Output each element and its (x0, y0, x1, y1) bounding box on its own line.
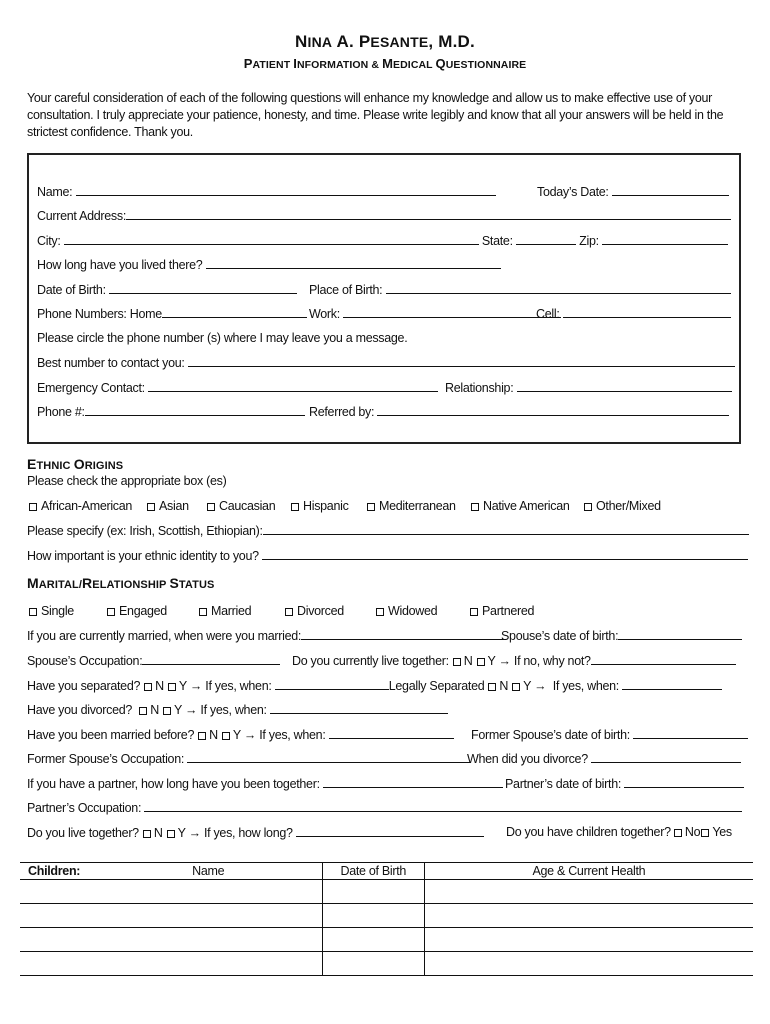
why-not-field[interactable] (591, 653, 736, 665)
referred-by-field[interactable] (377, 404, 729, 416)
partner-how-long-field[interactable] (323, 776, 503, 788)
arrow-right-icon: → (243, 728, 257, 742)
table-header-row (20, 863, 753, 880)
best-number-field[interactable] (188, 355, 735, 367)
circle-note-row: Please circle the phone number (s) where I may leave you a message. (37, 331, 408, 345)
ethnic-option[interactable]: Asian (147, 499, 189, 513)
checkbox-icon[interactable] (107, 608, 115, 616)
ethnic-option[interactable]: Caucasian (207, 499, 275, 513)
emergency-row: Emergency Contact: Relationship: (37, 380, 737, 398)
when-married-row: If you are currently married, when were you married: Spouse’s date of birth: (27, 628, 743, 646)
form-subtitle: PATIENT INFORMATION & MEDICAL QUESTIONNAIRE (243, 56, 527, 71)
ethnic-specify-field[interactable] (263, 523, 749, 535)
checkbox-icon[interactable] (198, 732, 206, 740)
doctor-name-title: NINA A. PESANTE, M.D. (295, 32, 475, 51)
cell-phone-field[interactable] (563, 306, 731, 318)
live-together-how-long-field[interactable] (296, 825, 484, 837)
checkbox-icon[interactable] (139, 707, 147, 715)
checkbox-icon[interactable] (376, 608, 384, 616)
marital-option[interactable]: Married (199, 604, 251, 618)
partner-occupation-row: Partner’s Occupation: (27, 800, 743, 818)
date-of-birth-header: Date of Birth (322, 863, 424, 880)
when-divorce-field[interactable] (591, 751, 741, 763)
arrow-right-icon: → (185, 703, 198, 717)
checkbox-icon[interactable] (222, 732, 230, 740)
age-health-header: Age & Current Health (424, 863, 753, 880)
ethnic-option[interactable]: Native American (471, 499, 570, 513)
married-before-when-field[interactable] (329, 727, 454, 739)
how-long-field[interactable] (206, 257, 501, 269)
marital-options-row (27, 604, 743, 622)
ethnic-options-row (27, 499, 743, 517)
zip-field[interactable] (602, 233, 728, 245)
checkbox-icon[interactable] (163, 707, 171, 715)
marital-option[interactable]: Widowed (376, 604, 437, 618)
city-row: City: State: Zip: (37, 233, 737, 251)
best-number-row: Best number to contact you: (37, 355, 737, 373)
ethnic-option[interactable]: Hispanic (291, 499, 349, 513)
intro-paragraph: Your careful consideration of each of the following questions will enhance my knowledge and allow us to make effective use of your consultation. I truly appreciate your patience, honesty, and time. Please write legibly and know that all your answers will be held in the strictest confidence. Thank you. (27, 91, 724, 139)
spouse-occupation-row: Spouse’s Occupation: Do you currently live together: N Y → If no, why not? (27, 653, 743, 671)
name-row: Name: Today’s Date: (37, 184, 737, 202)
address-row: Current Address: (37, 208, 737, 226)
checkbox-icon[interactable] (199, 608, 207, 616)
ethnic-option[interactable]: Mediterranean (367, 499, 456, 513)
ethnic-option[interactable]: Other/Mixed (584, 499, 661, 513)
checkbox-icon[interactable] (291, 503, 299, 511)
todays-date-field[interactable] (612, 184, 729, 196)
checkbox-icon[interactable] (147, 503, 155, 511)
marital-option[interactable]: Divorced (285, 604, 344, 618)
live-together-row: Do you live together? N Y → If yes, how long? Do you have children together? No Yes (27, 825, 732, 840)
children-header: Children: Name (20, 863, 322, 880)
separated-row: Have you separated? N Y → If yes, when: Legally Separated N Y → If yes, when: (27, 678, 743, 696)
legally-separated-when-field[interactable] (622, 678, 722, 690)
former-spouse-occupation-row: Former Spouse’s Occupation: When did you divorce? (27, 751, 743, 769)
checkbox-icon[interactable] (285, 608, 293, 616)
ethnic-option[interactable]: African-American (29, 499, 132, 513)
former-spouse-occupation-field[interactable] (187, 751, 470, 763)
dob-row: Date of Birth: Place of Birth: (37, 282, 737, 300)
checkbox-icon[interactable] (144, 683, 152, 691)
phone-referred-row: Phone #: Referred by: (37, 404, 737, 422)
checkbox-icon[interactable] (674, 829, 682, 837)
checkbox-icon[interactable] (29, 608, 37, 616)
table-row (20, 904, 753, 928)
dob-field[interactable] (109, 282, 297, 294)
city-field[interactable] (64, 233, 479, 245)
ethnic-instruction: Please check the appropriate box (es) (27, 474, 227, 488)
arrow-right-icon: → (534, 679, 547, 693)
ethnic-importance-row: How important is your ethnic identity to you? (27, 548, 743, 566)
checkbox-icon[interactable] (477, 658, 485, 666)
current-address-field[interactable] (126, 208, 731, 220)
checkbox-icon[interactable] (367, 503, 375, 511)
checkbox-icon[interactable] (143, 830, 151, 838)
arrow-right-icon: → (188, 826, 201, 840)
spouse-dob-field[interactable] (618, 628, 742, 640)
arrow-right-icon: → (498, 654, 511, 668)
checkbox-icon[interactable] (167, 830, 175, 838)
how-long-row: How long have you lived there? (37, 257, 737, 275)
emergency-phone-field[interactable] (85, 404, 305, 416)
checkbox-icon[interactable] (29, 503, 37, 511)
arrow-right-icon: → (189, 679, 203, 693)
name-field[interactable] (76, 184, 496, 196)
partner-occupation-field[interactable] (144, 800, 742, 812)
phone-row: Phone Numbers: Home Work: Cell: (37, 306, 737, 324)
checkbox-icon[interactable] (512, 683, 520, 691)
divorced-when-field[interactable] (270, 702, 448, 714)
marital-option[interactable]: Partnered (470, 604, 534, 618)
marital-option[interactable]: Engaged (107, 604, 167, 618)
checkbox-icon[interactable] (470, 608, 478, 616)
table-row (20, 880, 753, 904)
married-before-row: Have you been married before? N Y → If yes, when: Former Spouse’s date of birth: (27, 727, 743, 745)
separated-when-field[interactable] (275, 678, 389, 690)
when-married-field[interactable] (301, 628, 506, 640)
place-of-birth-field[interactable] (386, 282, 731, 294)
children-table (20, 862, 753, 976)
marital-option[interactable]: Single (29, 604, 74, 618)
checkbox-icon[interactable] (168, 683, 176, 691)
relationship-field[interactable] (517, 380, 732, 392)
partner-row: If you have a partner, how long have you been together: Partner’s date of birth: (27, 776, 743, 794)
ethnic-origins-heading: ETHNIC ORIGINS (27, 456, 124, 472)
checkbox-icon[interactable] (488, 683, 496, 691)
checkbox-icon[interactable] (471, 503, 479, 511)
state-field[interactable] (516, 233, 576, 245)
marital-status-heading: MARITAL/RELATIONSHIP STATUS (27, 575, 215, 591)
former-spouse-dob-field[interactable] (633, 727, 748, 739)
checkbox-icon[interactable] (453, 658, 461, 666)
table-row (20, 952, 753, 976)
divorced-row: Have you divorced? N Y → If yes, when: (27, 702, 743, 720)
table-row (20, 928, 753, 952)
checkbox-icon[interactable] (584, 503, 592, 511)
ethnic-specify-row: Please specify (ex: Irish, Scottish, Ethiopian): (27, 523, 743, 541)
ethnic-importance-field[interactable] (262, 548, 748, 560)
home-phone-field[interactable] (162, 306, 307, 318)
spouse-occupation-field[interactable] (142, 653, 280, 665)
checkbox-icon[interactable] (207, 503, 215, 511)
work-phone-field[interactable] (343, 306, 561, 318)
checkbox-icon[interactable] (701, 829, 709, 837)
partner-dob-field[interactable] (624, 776, 744, 788)
emergency-contact-field[interactable] (148, 380, 438, 392)
